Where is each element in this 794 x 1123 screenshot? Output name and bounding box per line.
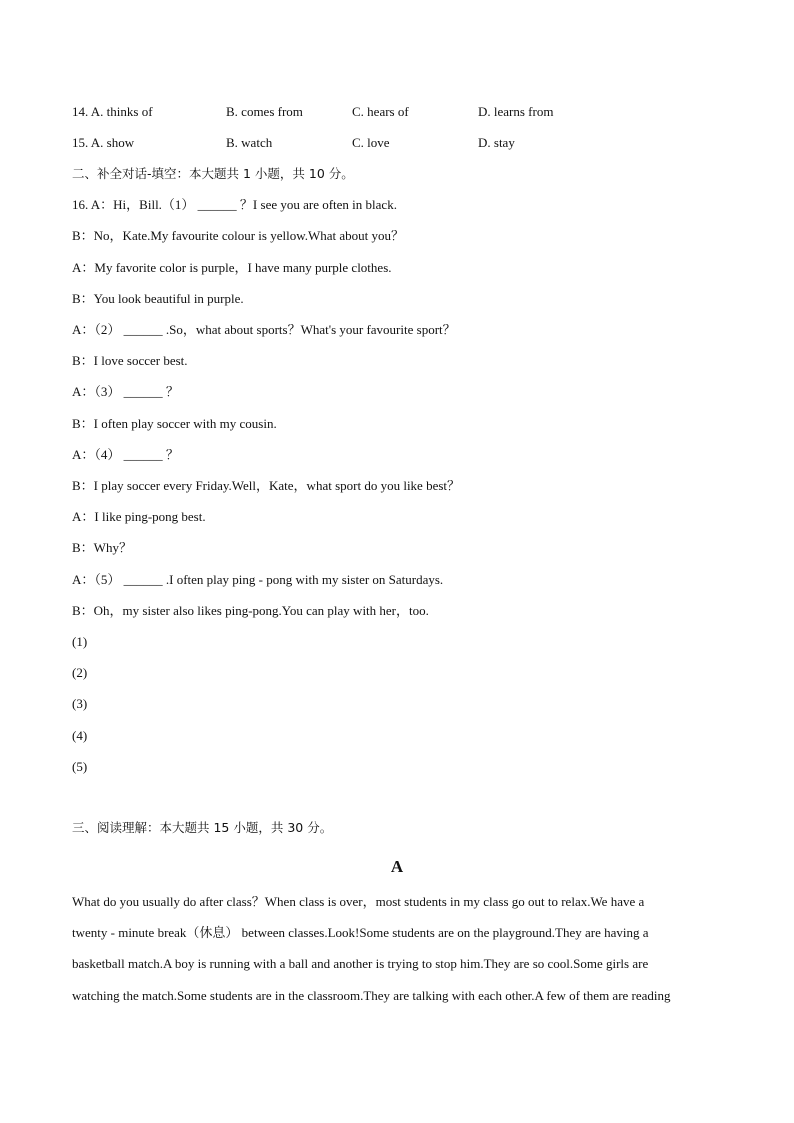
dialogue-line: B：Why？ [72, 540, 132, 555]
dialogue-line: B：No，Kate.My favourite colour is yellow.What about you？ [72, 228, 405, 243]
q14-option-a: 14. A. thinks of [72, 104, 153, 119]
answer-slot-5: (5) [72, 759, 88, 774]
dialogue-line: A：（4） ______ ？ [72, 447, 179, 462]
dialogue-line: 16. A：Hi，Bill.（1） ______ ？I see you are often in black. [72, 197, 397, 212]
passage-line: What do you usually do after class？When class is over，most students in my class go out to relax.We have a [72, 894, 645, 909]
dialogue-line: A：I like ping-pong best. [72, 509, 206, 524]
dialogue-line: A：My favorite color is purple，I have many purple clothes. [72, 260, 392, 275]
passage-body [72, 886, 722, 1011]
q14-option-b: B. comes from [226, 104, 303, 119]
q15-option-d: D. stay [478, 135, 515, 150]
answer-slot-1: (1) [72, 634, 88, 649]
dialogue-line: A：（3） ______ ？ [72, 384, 179, 399]
q14-option-d: D. learns from [478, 104, 554, 119]
q15-option-c: C. love [352, 135, 390, 150]
section-2-heading: 二、补全对话-填空：本大题共 1 小题，共 10 分。 [72, 166, 354, 181]
passage-line: watching the match.Some students are in the classroom.They are talking with each other.A few of them are reading [72, 987, 671, 1003]
dialogue-line: B：I play soccer every Friday.Well，Kate，what sport do you like best？ [72, 478, 461, 493]
answer-slot-2: (2) [72, 665, 88, 680]
section-3-heading: 三、阅读理解：本大题共 15 小题，共 30 分。 [72, 820, 333, 835]
q15-option-b: B. watch [226, 135, 273, 150]
passage-title: A [390, 857, 404, 876]
passage-line: basketball match.A boy is running with a ball and another is trying to stop him.They are so cool.Some girls are [72, 956, 649, 972]
dialogue-line: B：You look beautiful in purple. [72, 291, 244, 306]
dialogue-line: B：I love soccer best. [72, 353, 188, 368]
answer-slot-4: (4) [72, 728, 88, 743]
answer-slot-3: (3) [72, 696, 88, 711]
dialogue-line: B：I often play soccer with my cousin. [72, 416, 277, 431]
passage-line: twenty - minute break（休息） between classes.Look!Some students are on the playground.They are having a [72, 925, 649, 941]
q14-option-c: C. hears of [352, 104, 409, 119]
dialogue-line: A：（5） ______ .I often play ping - pong with my sister on Saturdays. [72, 572, 444, 587]
q15-option-a: 15. A. show [72, 135, 135, 150]
dialogue-line: B：Oh，my sister also likes ping-pong.You can play with her，too. [72, 603, 429, 618]
dialogue-line: A：（2） ______ .So，what about sports？What's your favourite sport？ [72, 322, 456, 337]
